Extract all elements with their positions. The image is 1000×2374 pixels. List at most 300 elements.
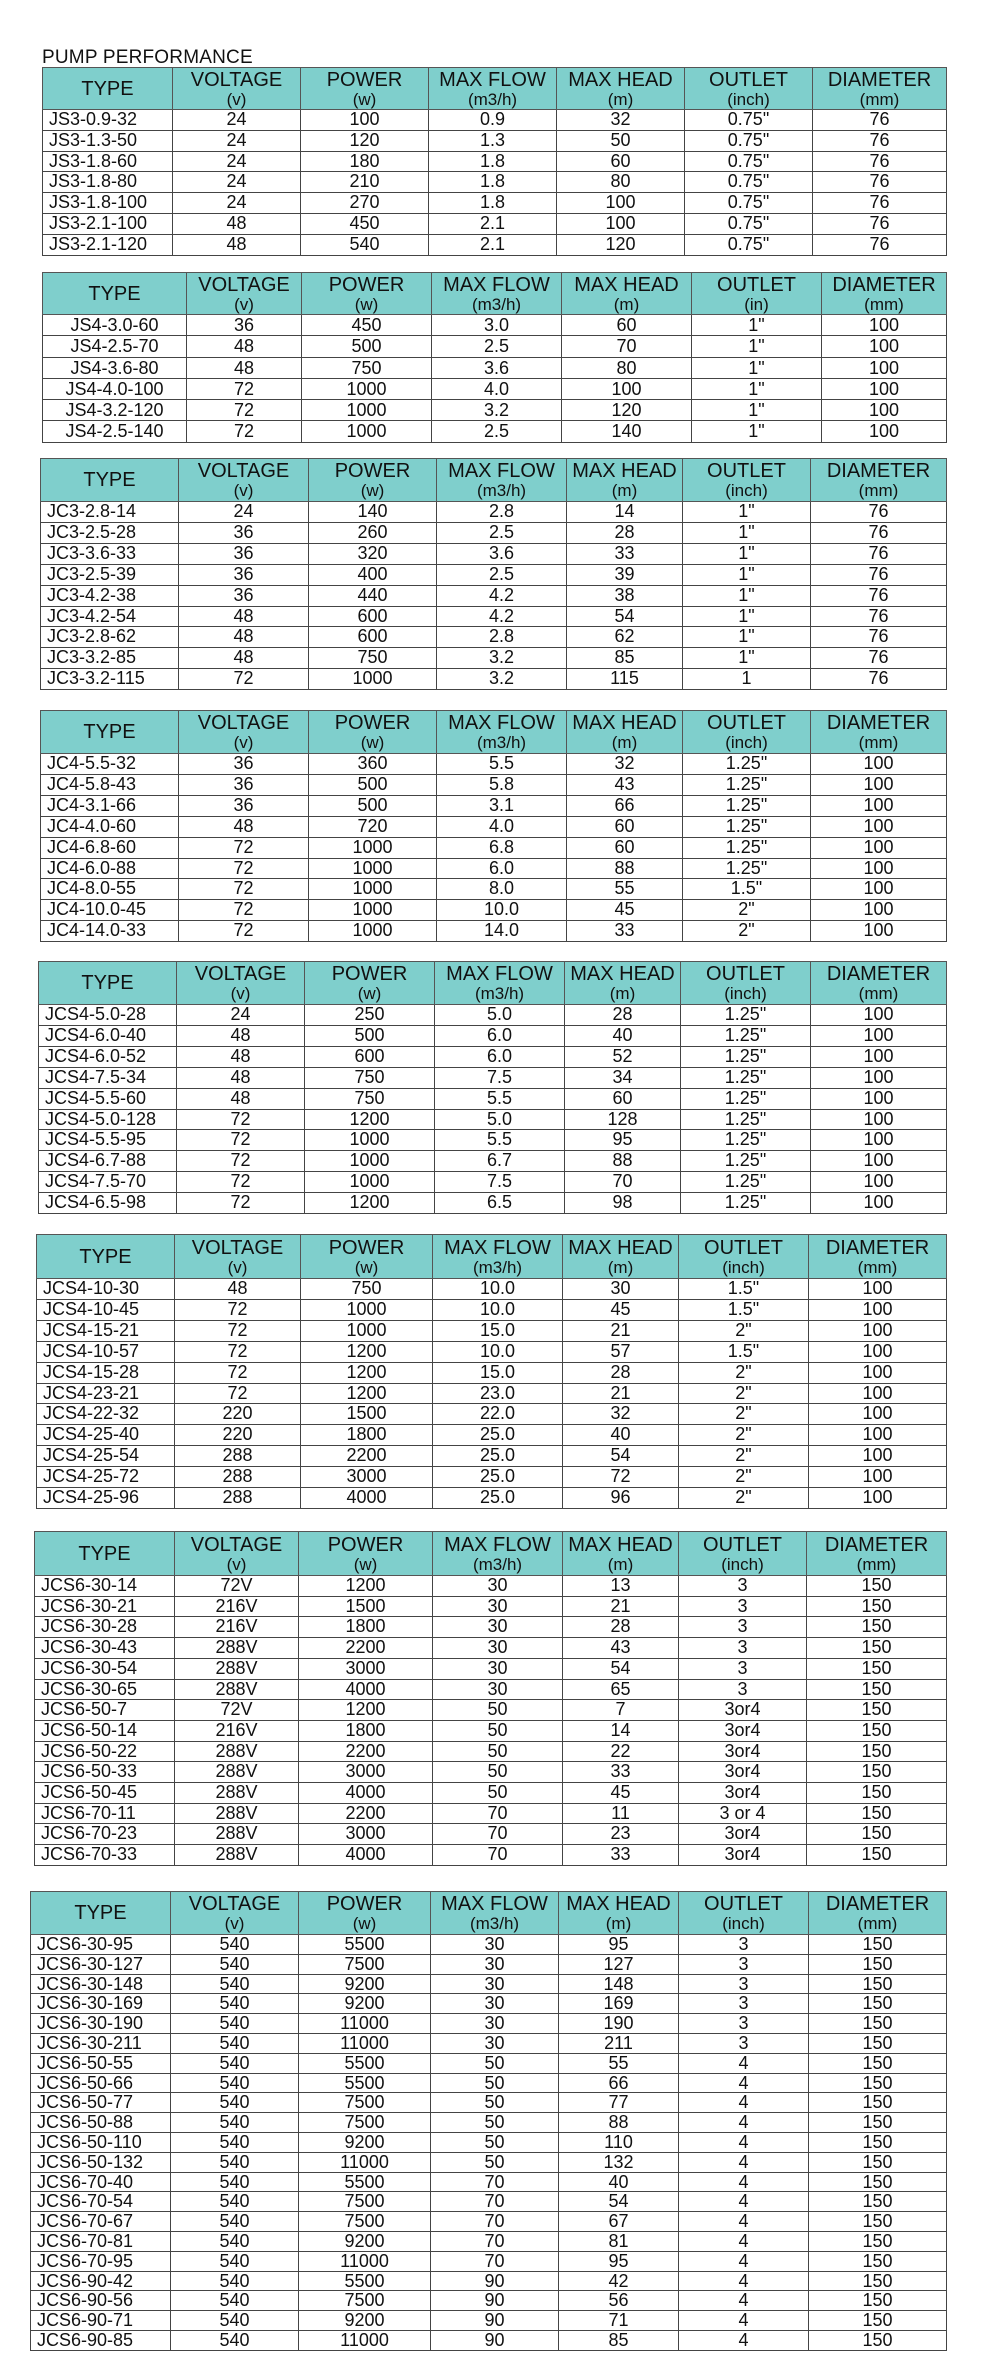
table-cell: 4 <box>679 2192 809 2212</box>
table-cell: 33 <box>563 1845 679 1866</box>
column-header-label: TYPE <box>81 77 134 100</box>
table-cell: 48 <box>179 648 309 669</box>
column-header-label: DIAMETER <box>825 1893 930 1915</box>
table-cell: 48 <box>187 336 302 357</box>
table-cell: 70 <box>433 1824 563 1845</box>
table-cell: 211 <box>559 2033 679 2053</box>
table-cell: 540 <box>171 2053 299 2073</box>
table-cell: 25.0 <box>433 1488 563 1509</box>
table-row <box>43 151 947 172</box>
pump-type-cell: JCS6-70-40 <box>31 2172 171 2192</box>
column-header-unit: (m) <box>607 1257 634 1277</box>
table-row <box>43 234 947 255</box>
table-cell: 3.6 <box>432 357 562 378</box>
table-cell: 210 <box>301 172 429 193</box>
table-cell: 1.8 <box>429 172 557 193</box>
table-row <box>41 522 947 543</box>
table-cell: 150 <box>809 2271 947 2291</box>
table-cell: 100 <box>809 1299 947 1320</box>
pump-type-cell: JC4-8.0-55 <box>41 879 179 900</box>
table-cell: 100 <box>809 1320 947 1341</box>
column-header-unit: (mm) <box>859 89 900 109</box>
table-cell: 100 <box>811 1025 947 1046</box>
header-row <box>35 1532 947 1576</box>
table-cell: 100 <box>809 1383 947 1404</box>
table-cell: 0.75" <box>685 172 813 193</box>
table-cell: 25.0 <box>433 1446 563 1467</box>
table-cell: 45 <box>563 1299 679 1320</box>
table-row <box>35 1845 947 1866</box>
pump-type-cell: JCS6-90-56 <box>31 2291 171 2311</box>
table-cell: 1 <box>683 669 811 690</box>
table-cell: 32 <box>567 754 683 775</box>
table-cell: 24 <box>179 502 309 523</box>
table-cell: 36 <box>179 522 309 543</box>
table-cell: 120 <box>562 400 692 421</box>
table-cell: 1" <box>692 378 822 399</box>
table-row <box>37 1446 947 1467</box>
table-cell: 100 <box>822 400 947 421</box>
column-header <box>179 459 309 502</box>
table-cell: 1" <box>683 564 811 585</box>
table-cell: 720 <box>309 816 437 837</box>
pump-type-cell: JCS4-25-72 <box>37 1467 175 1488</box>
pump-type-cell: JCS6-30-169 <box>31 1994 171 2014</box>
table-cell: 5.5 <box>437 754 567 775</box>
table-cell: 3.2 <box>437 648 567 669</box>
column-header-unit: (v) <box>230 984 251 1003</box>
table-cell: 100 <box>809 1425 947 1446</box>
table-cell: 100 <box>301 110 429 131</box>
column-header-unit: (in) <box>744 294 769 314</box>
column-header <box>437 711 567 754</box>
table-row <box>43 193 947 214</box>
table-row <box>31 2172 947 2192</box>
table-cell: 4 <box>679 2231 809 2251</box>
table-row <box>35 1638 947 1659</box>
table-cell: 100 <box>809 1446 947 1467</box>
table-row <box>35 1596 947 1617</box>
table-cell: 288V <box>175 1679 299 1700</box>
table-cell: 1" <box>692 315 822 336</box>
column-header <box>301 68 429 110</box>
table-cell: 72 <box>187 421 302 442</box>
table-cell: 216V <box>175 1720 299 1741</box>
table-cell: 540 <box>301 234 429 255</box>
table-cell: 2200 <box>299 1803 433 1824</box>
column-header <box>299 1532 433 1576</box>
column-header-label: MAX FLOW <box>441 1893 548 1915</box>
table-cell: 127 <box>559 1954 679 1974</box>
table-row <box>41 816 947 837</box>
table-cell: 100 <box>811 921 947 942</box>
table-cell: 48 <box>175 1279 301 1300</box>
table-row <box>43 357 947 378</box>
table-cell: 70 <box>431 2172 559 2192</box>
table-cell: 1.25" <box>681 1046 811 1067</box>
column-header-label: POWER <box>334 712 411 734</box>
column-header-label: OUTLET <box>704 1893 783 1915</box>
table-cell: 3 <box>679 1638 807 1659</box>
table-cell: 21 <box>563 1596 679 1617</box>
column-header-unit: (inch) <box>725 481 768 500</box>
table-cell: 28 <box>563 1362 679 1383</box>
table-cell: 13 <box>563 1576 679 1597</box>
table-cell: 180 <box>301 151 429 172</box>
pump-type-cell: JC4-6.0-88 <box>41 858 179 879</box>
table-row <box>37 1362 947 1383</box>
column-header-label: MAX HEAD <box>574 273 679 296</box>
table-cell: 1" <box>683 522 811 543</box>
table-cell: 52 <box>565 1046 681 1067</box>
table-cell: 30 <box>431 1974 559 1994</box>
table-cell: 90 <box>431 2291 559 2311</box>
pump-type-cell: JCS6-90-85 <box>31 2330 171 2350</box>
table-row <box>39 1109 947 1130</box>
table-row <box>41 900 947 921</box>
table-cell: 2.5 <box>432 336 562 357</box>
column-header <box>175 1235 301 1279</box>
table-row <box>41 921 947 942</box>
column-header-label: OUTLET <box>706 963 785 985</box>
table-cell: 450 <box>302 315 432 336</box>
table-row <box>39 1067 947 1088</box>
spec-table-6 <box>36 1234 947 1509</box>
pump-type-cell: JCS6-70-33 <box>35 1845 175 1866</box>
table-cell: 1000 <box>305 1172 435 1193</box>
table-cell: 1000 <box>301 1320 433 1341</box>
table-row <box>43 421 947 442</box>
table-cell: 150 <box>807 1741 947 1762</box>
column-header <box>309 459 437 502</box>
table-row <box>41 502 947 523</box>
table-cell: 76 <box>811 522 947 543</box>
table-cell: 750 <box>309 648 437 669</box>
table-cell: 150 <box>807 1720 947 1741</box>
table-cell: 6.5 <box>435 1193 565 1214</box>
pump-type-cell: JCS4-15-28 <box>37 1362 175 1383</box>
table-row <box>41 543 947 564</box>
column-header-unit: (w) <box>360 481 385 500</box>
table-cell: 50 <box>433 1700 563 1721</box>
table-cell: 540 <box>171 1935 299 1955</box>
table-row <box>41 754 947 775</box>
table-cell: 540 <box>171 2172 299 2192</box>
column-header <box>685 68 813 110</box>
table-cell: 600 <box>309 627 437 648</box>
table-cell: 100 <box>822 315 947 336</box>
column-header-label: TYPE <box>78 1542 131 1565</box>
pump-type-cell: JC4-3.1-66 <box>41 795 179 816</box>
table-cell: 5.0 <box>435 1109 565 1130</box>
pump-type-cell: JCS4-5.0-28 <box>39 1005 177 1026</box>
table-cell: 10.0 <box>433 1299 563 1320</box>
table-cell: 48 <box>177 1067 305 1088</box>
pump-type-cell: JS3-0.9-32 <box>43 110 173 131</box>
table-cell: 25.0 <box>433 1425 563 1446</box>
table-cell: 3or4 <box>679 1700 807 1721</box>
table-cell: 43 <box>567 774 683 795</box>
table-cell: 1200 <box>305 1193 435 1214</box>
column-header-unit: (m3/h) <box>467 89 518 109</box>
table-cell: 1000 <box>302 421 432 442</box>
table-cell: 0.75" <box>685 110 813 131</box>
table-cell: 100 <box>822 357 947 378</box>
table-cell: 540 <box>171 2311 299 2331</box>
pump-type-cell: JCS6-70-11 <box>35 1803 175 1824</box>
table-cell: 540 <box>171 2132 299 2152</box>
pump-type-cell: JCS4-6.0-52 <box>39 1046 177 1067</box>
table-row <box>37 1488 947 1509</box>
table-cell: 1000 <box>302 400 432 421</box>
table-cell: 50 <box>431 2053 559 2073</box>
table-row <box>31 2132 947 2152</box>
table-row <box>31 2113 947 2133</box>
spec-table-5 <box>38 961 947 1214</box>
table-cell: 1" <box>692 421 822 442</box>
table-cell: 3 <box>679 1658 807 1679</box>
table-cell: 22 <box>563 1741 679 1762</box>
table-cell: 76 <box>813 213 947 234</box>
column-header-unit: (m) <box>607 89 634 109</box>
table-cell: 80 <box>562 357 692 378</box>
table-cell: 50 <box>557 130 685 151</box>
table-row <box>41 795 947 816</box>
table-cell: 30 <box>433 1658 563 1679</box>
pump-type-cell: JCS6-30-21 <box>35 1596 175 1617</box>
table-cell: 24 <box>173 193 301 214</box>
table-cell: 72 <box>179 837 309 858</box>
table-cell: 5500 <box>299 2053 431 2073</box>
table-cell: 36 <box>179 585 309 606</box>
column-header-unit: (v) <box>233 481 254 500</box>
table-cell: 55 <box>559 2053 679 2073</box>
table-cell: 540 <box>171 2073 299 2093</box>
pump-type-cell: JCS6-30-190 <box>31 2014 171 2034</box>
spec-table-2 <box>42 272 947 443</box>
table-cell: 1500 <box>301 1404 433 1425</box>
column-header-unit: (m) <box>611 733 638 752</box>
table-cell: 1200 <box>301 1383 433 1404</box>
column-header-unit: (v) <box>233 733 254 752</box>
column-header-unit: (w) <box>352 89 377 109</box>
table-row <box>31 1974 947 1994</box>
table-cell: 72 <box>177 1172 305 1193</box>
column-header-unit: (mm) <box>864 294 904 314</box>
table-cell: 2" <box>679 1446 809 1467</box>
table-cell: 2.8 <box>437 627 567 648</box>
table-cell: 96 <box>563 1488 679 1509</box>
table-cell: 1" <box>683 648 811 669</box>
pump-type-cell: JCS6-50-110 <box>31 2132 171 2152</box>
table-cell: 6.7 <box>435 1151 565 1172</box>
table-row <box>39 1005 947 1026</box>
table-cell: 3.1 <box>437 795 567 816</box>
pump-type-cell: JS4-3.6-80 <box>43 357 187 378</box>
table-cell: 2.1 <box>429 213 557 234</box>
table-cell: 48 <box>179 606 309 627</box>
table-row <box>35 1617 947 1638</box>
table-row <box>43 336 947 357</box>
table-cell: 150 <box>809 2093 947 2113</box>
table-cell: 4.2 <box>437 606 567 627</box>
table-cell: 450 <box>301 213 429 234</box>
table-cell: 30 <box>431 2014 559 2034</box>
column-header-unit: (v) <box>224 1914 245 1933</box>
table-cell: 2.5 <box>437 564 567 585</box>
table-cell: 11 <box>563 1803 679 1824</box>
table-cell: 4 <box>679 2311 809 2331</box>
column-header <box>679 1235 809 1279</box>
table-cell: 100 <box>811 816 947 837</box>
table-cell: 150 <box>809 2251 947 2271</box>
table-cell: 4 <box>679 2053 809 2073</box>
table-cell: 150 <box>807 1700 947 1721</box>
column-header <box>301 1235 433 1279</box>
table-cell: 7.5 <box>435 1172 565 1193</box>
pump-type-cell: JCS4-25-54 <box>37 1446 175 1467</box>
table-row <box>31 2014 947 2034</box>
table-cell: 72 <box>187 378 302 399</box>
table-cell: 4 <box>679 2073 809 2093</box>
table-cell: 3 <box>679 1954 809 1974</box>
column-header-label: MAX FLOW <box>448 712 555 734</box>
column-header-label: VOLTAGE <box>190 68 283 91</box>
pump-type-cell: JCS4-7.5-70 <box>39 1172 177 1193</box>
column-header-label: DIAMETER <box>824 1533 929 1556</box>
table-cell: 76 <box>813 151 947 172</box>
table-row <box>31 1954 947 1974</box>
table-cell: 1200 <box>301 1362 433 1383</box>
table-cell: 750 <box>305 1067 435 1088</box>
pump-type-cell: JCS6-30-148 <box>31 1974 171 1994</box>
pump-type-cell: JC3-3.2-85 <box>41 648 179 669</box>
table-row <box>39 1193 947 1214</box>
table-cell: 1.25" <box>683 816 811 837</box>
table-cell: 72 <box>179 921 309 942</box>
table-cell: 76 <box>811 585 947 606</box>
column-header <box>299 1892 431 1935</box>
table-cell: 260 <box>309 522 437 543</box>
table-cell: 54 <box>567 606 683 627</box>
pump-type-cell: JS3-2.1-100 <box>43 213 173 234</box>
pump-type-cell: JC3-3.2-115 <box>41 669 179 690</box>
column-header-unit: (mm) <box>858 481 899 500</box>
pump-type-cell: JCS4-10-45 <box>37 1299 175 1320</box>
column-header-label: OUTLET <box>703 1533 782 1556</box>
table-cell: 11000 <box>299 2014 431 2034</box>
table-cell: 30 <box>563 1279 679 1300</box>
column-header <box>567 711 683 754</box>
table-cell: 81 <box>559 2231 679 2251</box>
pump-type-cell: JCS4-5.5-60 <box>39 1088 177 1109</box>
table-cell: 72V <box>175 1700 299 1721</box>
column-header-label: OUTLET <box>717 273 796 296</box>
table-cell: 24 <box>173 130 301 151</box>
column-header-label: TYPE <box>83 469 136 491</box>
table-cell: 5.8 <box>437 774 567 795</box>
table-cell: 76 <box>811 606 947 627</box>
table-cell: 3 <box>679 1596 807 1617</box>
table-cell: 1800 <box>301 1425 433 1446</box>
table-cell: 28 <box>563 1617 679 1638</box>
column-header-unit: (inch) <box>725 733 768 752</box>
pump-type-cell: JCS4-23-21 <box>37 1383 175 1404</box>
table-cell: 120 <box>301 130 429 151</box>
table-cell: 288V <box>175 1638 299 1659</box>
table-row <box>41 774 947 795</box>
table-cell: 34 <box>565 1067 681 1088</box>
table-cell: 30 <box>433 1638 563 1659</box>
table-cell: 288V <box>175 1803 299 1824</box>
column-header-label: MAX FLOW <box>448 460 555 482</box>
table-cell: 500 <box>309 774 437 795</box>
table-cell: 150 <box>809 2311 947 2331</box>
table-cell: 3 <box>679 2033 809 2053</box>
table-cell: 540 <box>171 2231 299 2251</box>
table-row <box>31 2330 947 2350</box>
table-cell: 3 <box>679 1617 807 1638</box>
table-cell: 4000 <box>299 1845 433 1866</box>
table-cell: 14.0 <box>437 921 567 942</box>
spec-table-8 <box>30 1891 947 2351</box>
table-cell: 3.0 <box>432 315 562 336</box>
column-header <box>822 273 947 315</box>
table-row <box>37 1341 947 1362</box>
pump-type-cell: JCS6-70-54 <box>31 2192 171 2212</box>
table-row <box>37 1404 947 1425</box>
table-cell: 7500 <box>299 1954 431 1974</box>
spec-table-7 <box>34 1531 947 1866</box>
pump-type-cell: JCS6-50-88 <box>31 2113 171 2133</box>
table-cell: 270 <box>301 193 429 214</box>
table-cell: 24 <box>173 110 301 131</box>
table-cell: 220 <box>175 1425 301 1446</box>
column-header-unit: (m) <box>611 481 638 500</box>
table-cell: 95 <box>559 1935 679 1955</box>
pump-type-cell: JS4-2.5-70 <box>43 336 187 357</box>
table-cell: 70 <box>433 1845 563 1866</box>
table-cell: 6.0 <box>437 858 567 879</box>
table-cell: 0.75" <box>685 193 813 214</box>
pump-type-cell: JCS4-25-40 <box>37 1425 175 1446</box>
table-cell: 30 <box>431 1935 559 1955</box>
table-cell: 150 <box>809 2192 947 2212</box>
table-row <box>35 1824 947 1845</box>
table-cell: 220 <box>175 1404 301 1425</box>
table-cell: 4 <box>679 2212 809 2232</box>
table-cell: 1000 <box>302 378 432 399</box>
table-cell: 77 <box>559 2093 679 2113</box>
table-cell: 540 <box>171 2212 299 2232</box>
table-cell: 4.2 <box>437 585 567 606</box>
column-header <box>811 711 947 754</box>
table-cell: 1" <box>692 400 822 421</box>
table-cell: 1" <box>683 543 811 564</box>
table-cell: 2" <box>679 1404 809 1425</box>
table-cell: 72 <box>177 1151 305 1172</box>
table-cell: 72 <box>179 669 309 690</box>
pump-type-cell: JCS6-30-54 <box>35 1658 175 1679</box>
table-cell: 1.25" <box>681 1151 811 1172</box>
pump-type-cell: JC4-5.5-32 <box>41 754 179 775</box>
table-cell: 4 <box>679 2093 809 2113</box>
table-row <box>41 879 947 900</box>
table-cell: 1" <box>692 336 822 357</box>
pump-type-cell: JS3-1.3-50 <box>43 130 173 151</box>
pump-type-cell: JC4-10.0-45 <box>41 900 179 921</box>
column-header-label: VOLTAGE <box>197 460 290 482</box>
